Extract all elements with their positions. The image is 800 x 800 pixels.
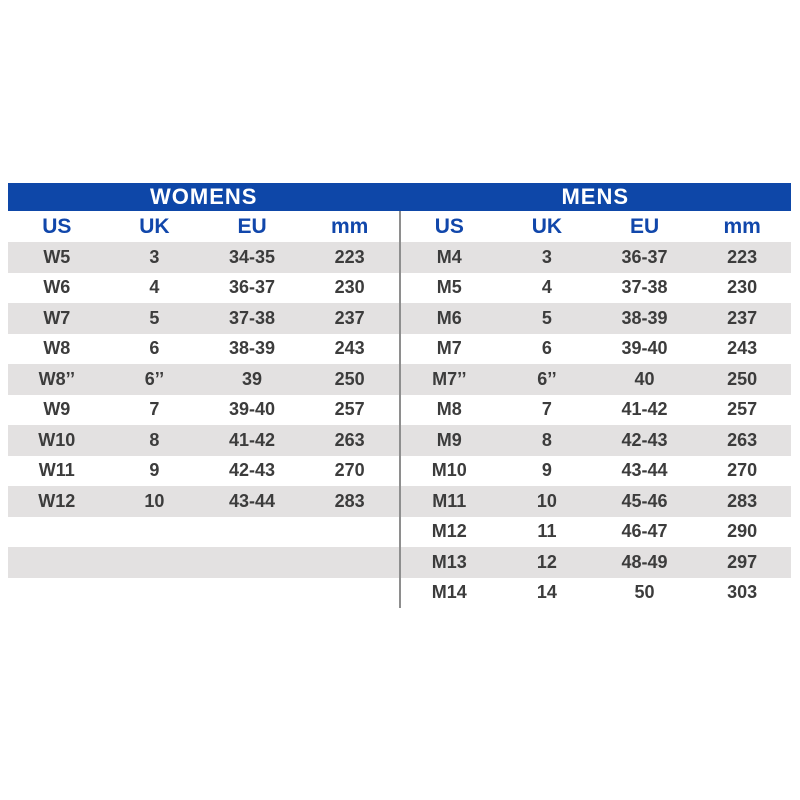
cell: W12 xyxy=(38,490,76,511)
cell: 45-46 xyxy=(621,490,668,511)
cell: 43-44 xyxy=(621,460,668,481)
table-row xyxy=(401,486,792,517)
cell: W8’’ xyxy=(38,368,75,389)
cell: M10 xyxy=(431,460,467,481)
cell: M9 xyxy=(436,429,462,450)
cell: 39-40 xyxy=(229,399,276,420)
column-header-eu: EU xyxy=(237,214,267,238)
title-bar xyxy=(8,183,791,211)
cell: M4 xyxy=(436,246,462,267)
table-row xyxy=(8,425,399,456)
column-header-us: US xyxy=(434,214,464,238)
table-row xyxy=(8,395,399,426)
cell: 9 xyxy=(541,460,552,481)
cell: 9 xyxy=(149,460,160,481)
table-row xyxy=(401,303,792,334)
cell: 34-35 xyxy=(229,246,276,267)
cell: 250 xyxy=(334,368,365,389)
cell: 5 xyxy=(149,307,160,328)
table-row xyxy=(401,547,792,578)
cell: 4 xyxy=(149,277,160,298)
table-row xyxy=(401,425,792,456)
womens-rows xyxy=(8,242,399,578)
cell: 7 xyxy=(541,399,552,420)
cell: W7 xyxy=(43,307,71,328)
table-row xyxy=(401,273,792,304)
table-row xyxy=(8,547,399,578)
cell: 12 xyxy=(536,551,557,572)
cell: 257 xyxy=(727,399,758,420)
table-row xyxy=(401,334,792,365)
cell: M11 xyxy=(432,490,467,511)
cell: M7 xyxy=(436,338,462,359)
cell: 250 xyxy=(727,368,758,389)
cell: 230 xyxy=(727,277,758,298)
cell: W5 xyxy=(43,246,71,267)
cell: 42-43 xyxy=(621,429,668,450)
cell: 297 xyxy=(727,551,758,572)
cell: M14 xyxy=(431,582,467,603)
cell: 8 xyxy=(149,429,160,450)
table-row xyxy=(401,456,792,487)
cell: 283 xyxy=(334,490,365,511)
cell: 237 xyxy=(727,307,758,328)
cell: 230 xyxy=(334,277,365,298)
table-row xyxy=(401,242,792,273)
column-header-us: US xyxy=(42,214,72,238)
cell: W10 xyxy=(38,429,76,450)
cell: 3 xyxy=(149,246,160,267)
cell: 8 xyxy=(541,429,552,450)
cell: W8 xyxy=(43,338,71,359)
cell: 43-44 xyxy=(229,490,276,511)
cell: 5 xyxy=(541,307,552,328)
cell: M13 xyxy=(431,551,467,572)
cell: 11 xyxy=(537,521,557,542)
cell: 263 xyxy=(334,429,365,450)
cell: 10 xyxy=(144,490,165,511)
cell: W6 xyxy=(43,277,71,298)
cell: 7 xyxy=(149,399,160,420)
column-header-uk: UK xyxy=(139,214,170,238)
cell: 37-38 xyxy=(621,277,668,298)
cell: 36-37 xyxy=(229,277,276,298)
table-row xyxy=(8,334,399,365)
table-row xyxy=(8,517,399,548)
cell: 42-43 xyxy=(229,460,276,481)
cell: 283 xyxy=(727,490,758,511)
table-row xyxy=(401,364,792,395)
cell: 38-39 xyxy=(621,307,668,328)
cell: M8 xyxy=(436,399,462,420)
cell: 41-42 xyxy=(621,399,668,420)
cell: 48-49 xyxy=(621,551,668,572)
mens-rows xyxy=(401,242,792,608)
mens-table xyxy=(399,211,792,608)
cell: M6 xyxy=(436,307,462,328)
womens-section-title: WOMENS xyxy=(150,184,258,209)
cell: 303 xyxy=(727,582,758,603)
cell: 4 xyxy=(541,277,552,298)
table-row xyxy=(8,486,399,517)
table-row xyxy=(401,395,792,426)
column-header-mm: mm xyxy=(723,214,761,238)
cell: M7’’ xyxy=(432,368,467,389)
cell: 36-37 xyxy=(621,246,668,267)
cell: 223 xyxy=(727,246,758,267)
cell: 10 xyxy=(536,490,557,511)
cell: 38-39 xyxy=(229,338,276,359)
table-row xyxy=(401,578,792,609)
table-row xyxy=(8,364,399,395)
cell: W9 xyxy=(43,399,71,420)
mens-section-title: MENS xyxy=(561,184,630,209)
cell: 257 xyxy=(334,399,365,420)
cell: 40 xyxy=(634,368,655,389)
cell: 270 xyxy=(334,460,365,481)
cell: 243 xyxy=(334,338,365,359)
cell: 270 xyxy=(727,460,758,481)
table-row xyxy=(8,242,399,273)
cell: 237 xyxy=(334,307,365,328)
cell: 3 xyxy=(541,246,552,267)
column-header-eu: EU xyxy=(629,214,660,238)
column-header-mm: mm xyxy=(331,214,369,238)
womens-table xyxy=(8,211,399,578)
table-row xyxy=(8,456,399,487)
table-row xyxy=(8,273,399,304)
cell: 6 xyxy=(541,338,552,359)
cell: 263 xyxy=(727,429,758,450)
womens-column-headers xyxy=(8,211,399,242)
cell: 39 xyxy=(242,368,263,389)
cell: 290 xyxy=(727,521,758,542)
cell: 6’’ xyxy=(144,368,165,389)
cell: 223 xyxy=(334,246,365,267)
cell: 243 xyxy=(727,338,758,359)
tables-container xyxy=(8,211,791,608)
shoe-size-chart xyxy=(8,183,791,608)
cell: 6’’ xyxy=(537,368,557,389)
cell: 50 xyxy=(634,582,655,603)
table-row xyxy=(8,303,399,334)
table-row xyxy=(401,517,792,548)
cell: 41-42 xyxy=(229,429,276,450)
cell: 39-40 xyxy=(621,338,668,359)
cell: 37-38 xyxy=(229,307,276,328)
cell: 14 xyxy=(536,582,557,603)
cell: 6 xyxy=(149,338,160,359)
column-header-uk: UK xyxy=(531,214,563,238)
mens-column-headers xyxy=(401,211,792,242)
cell: 46-47 xyxy=(621,521,668,542)
cell: M12 xyxy=(431,521,467,542)
cell: W11 xyxy=(38,460,75,481)
cell: M5 xyxy=(436,277,462,298)
